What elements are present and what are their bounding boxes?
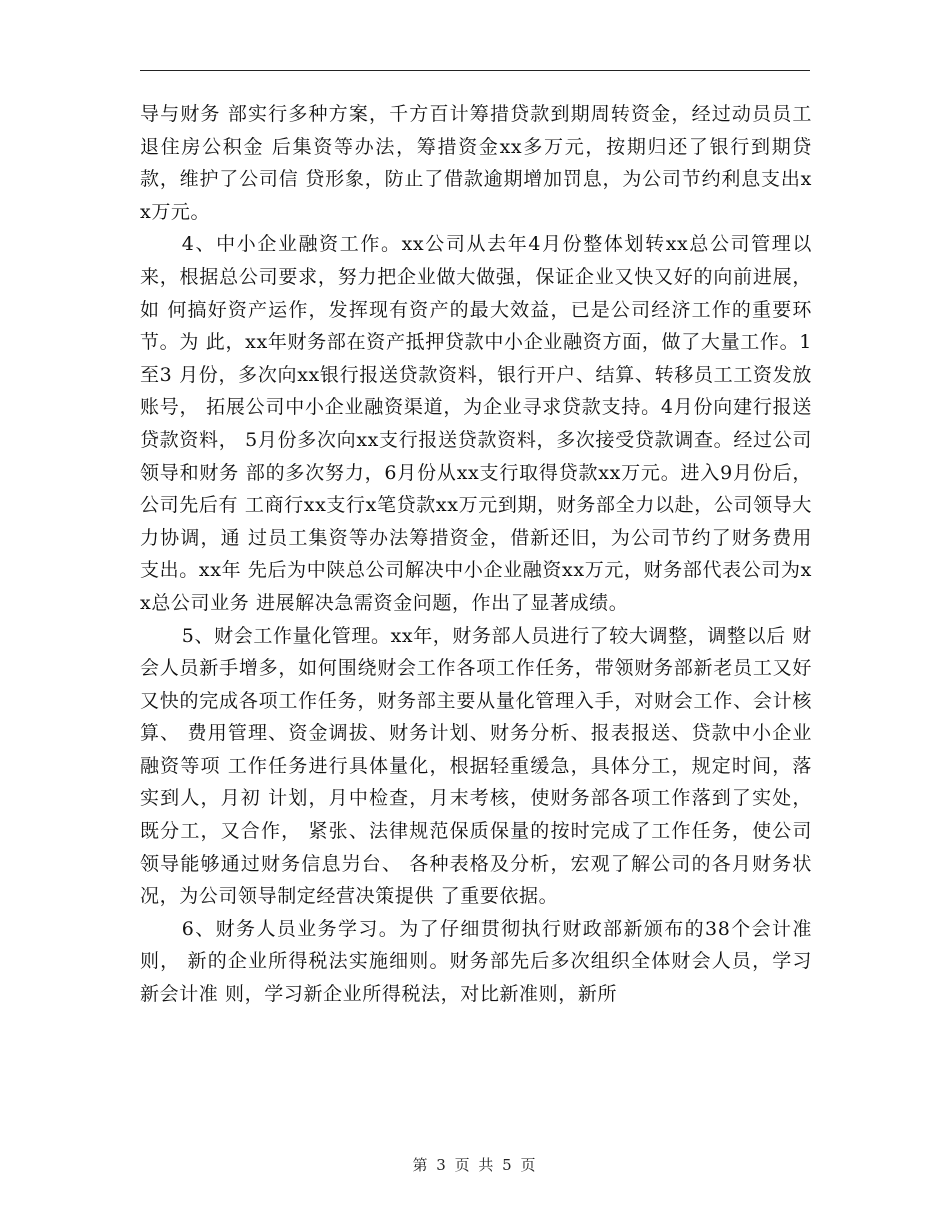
page-number: 第 3 页 共 5 页 — [412, 1156, 538, 1174]
paragraph: 5、财会工作量化管理。xx年，财务部人员进行了较大调整，调整以后 财会人员新手增多，如何围绕财会工作各项工作任务，带领财务部新老员工又好 又快的完成各项工作任务，财务部主要从量化管理入手，对财会工作、会计核算、 费用管理、资金调拔、财务计划、财务分析、报表报送、贷款中小企业融资等项 工作任务进行具体量化，根据轻重缓急，具体分工，规定时间，落实到人，月初 计划，月中检查，月末考核，使财务部各项工作落到了实处，既分工，又合作， 紧张、法律规范保质保量的按时完成了工作任务，使公司领导能够通过财务信息屶台、 各种表格及分析，宏观了解公司的各月财务状况，为公司领导制定经营决策提供 了重要依据。 — [140, 624, 812, 908]
header-rule — [140, 70, 810, 71]
paragraph: 导与财务 部实行多种方案，千方百计筹措贷款到期周转资金，经过动员员工退住房公积金 后集资等办法，筹措资金xx多万元，按期归还了银行到期贷款，维护了公司信 贷形象，防止了借款逾期增加罚息，为公司节约利息支出xx万元。 — [140, 103, 812, 223]
paragraph: 4、中小企业融资工作。xx公司从去年4月份整体划转xx总公司管理以 来，根据总公司要求，努力把企业做大做强，保证企业又快又好的向前进展，如 何搞好资产运作，发挥现有资产的最大效益，已是公司经济工作的重要环节。为 此，xx年财务部在资产抵押贷款中小企业融资方面，做了大量工作。1至3 月份，多次向xx银行报送贷款资料，银行开户、结算、转移员工工资发放账号， 拓展公司中小企业融资渠道，为企业寻求贷款支持。4月份向建行报送贷款资料， 5月份多次向xx支行报送贷款资料，多次接受贷款调查。经过公司领导和财务 部的多次努力，6月份从xx支行取得贷款xx万元。进入9月份后，公司先后有 工商行xx支行x笔贷款xx万元到期，财务部全力以赴，公司领导大力协调，通 过员工集资等办法筹措资金，借新还旧，为公司节约了财务费用支出。xx年 先后为中陕总公司解决中小企业融资xx万元，财务部代表公司为xx总公司业务 进展解决急需资金问题，作出了显著成绩。 — [140, 233, 812, 614]
document-body — [140, 98, 812, 1011]
paragraph: 6、财务人员业务学习。为了仔细贯彻执行财政部新颁布的38个会计准则， 新的企业所得税法实施细则。财务部先后多次组织全体财会人员，学习新会计准 则，学习新企业所得税法，对比新准则，新所 — [140, 917, 812, 1006]
